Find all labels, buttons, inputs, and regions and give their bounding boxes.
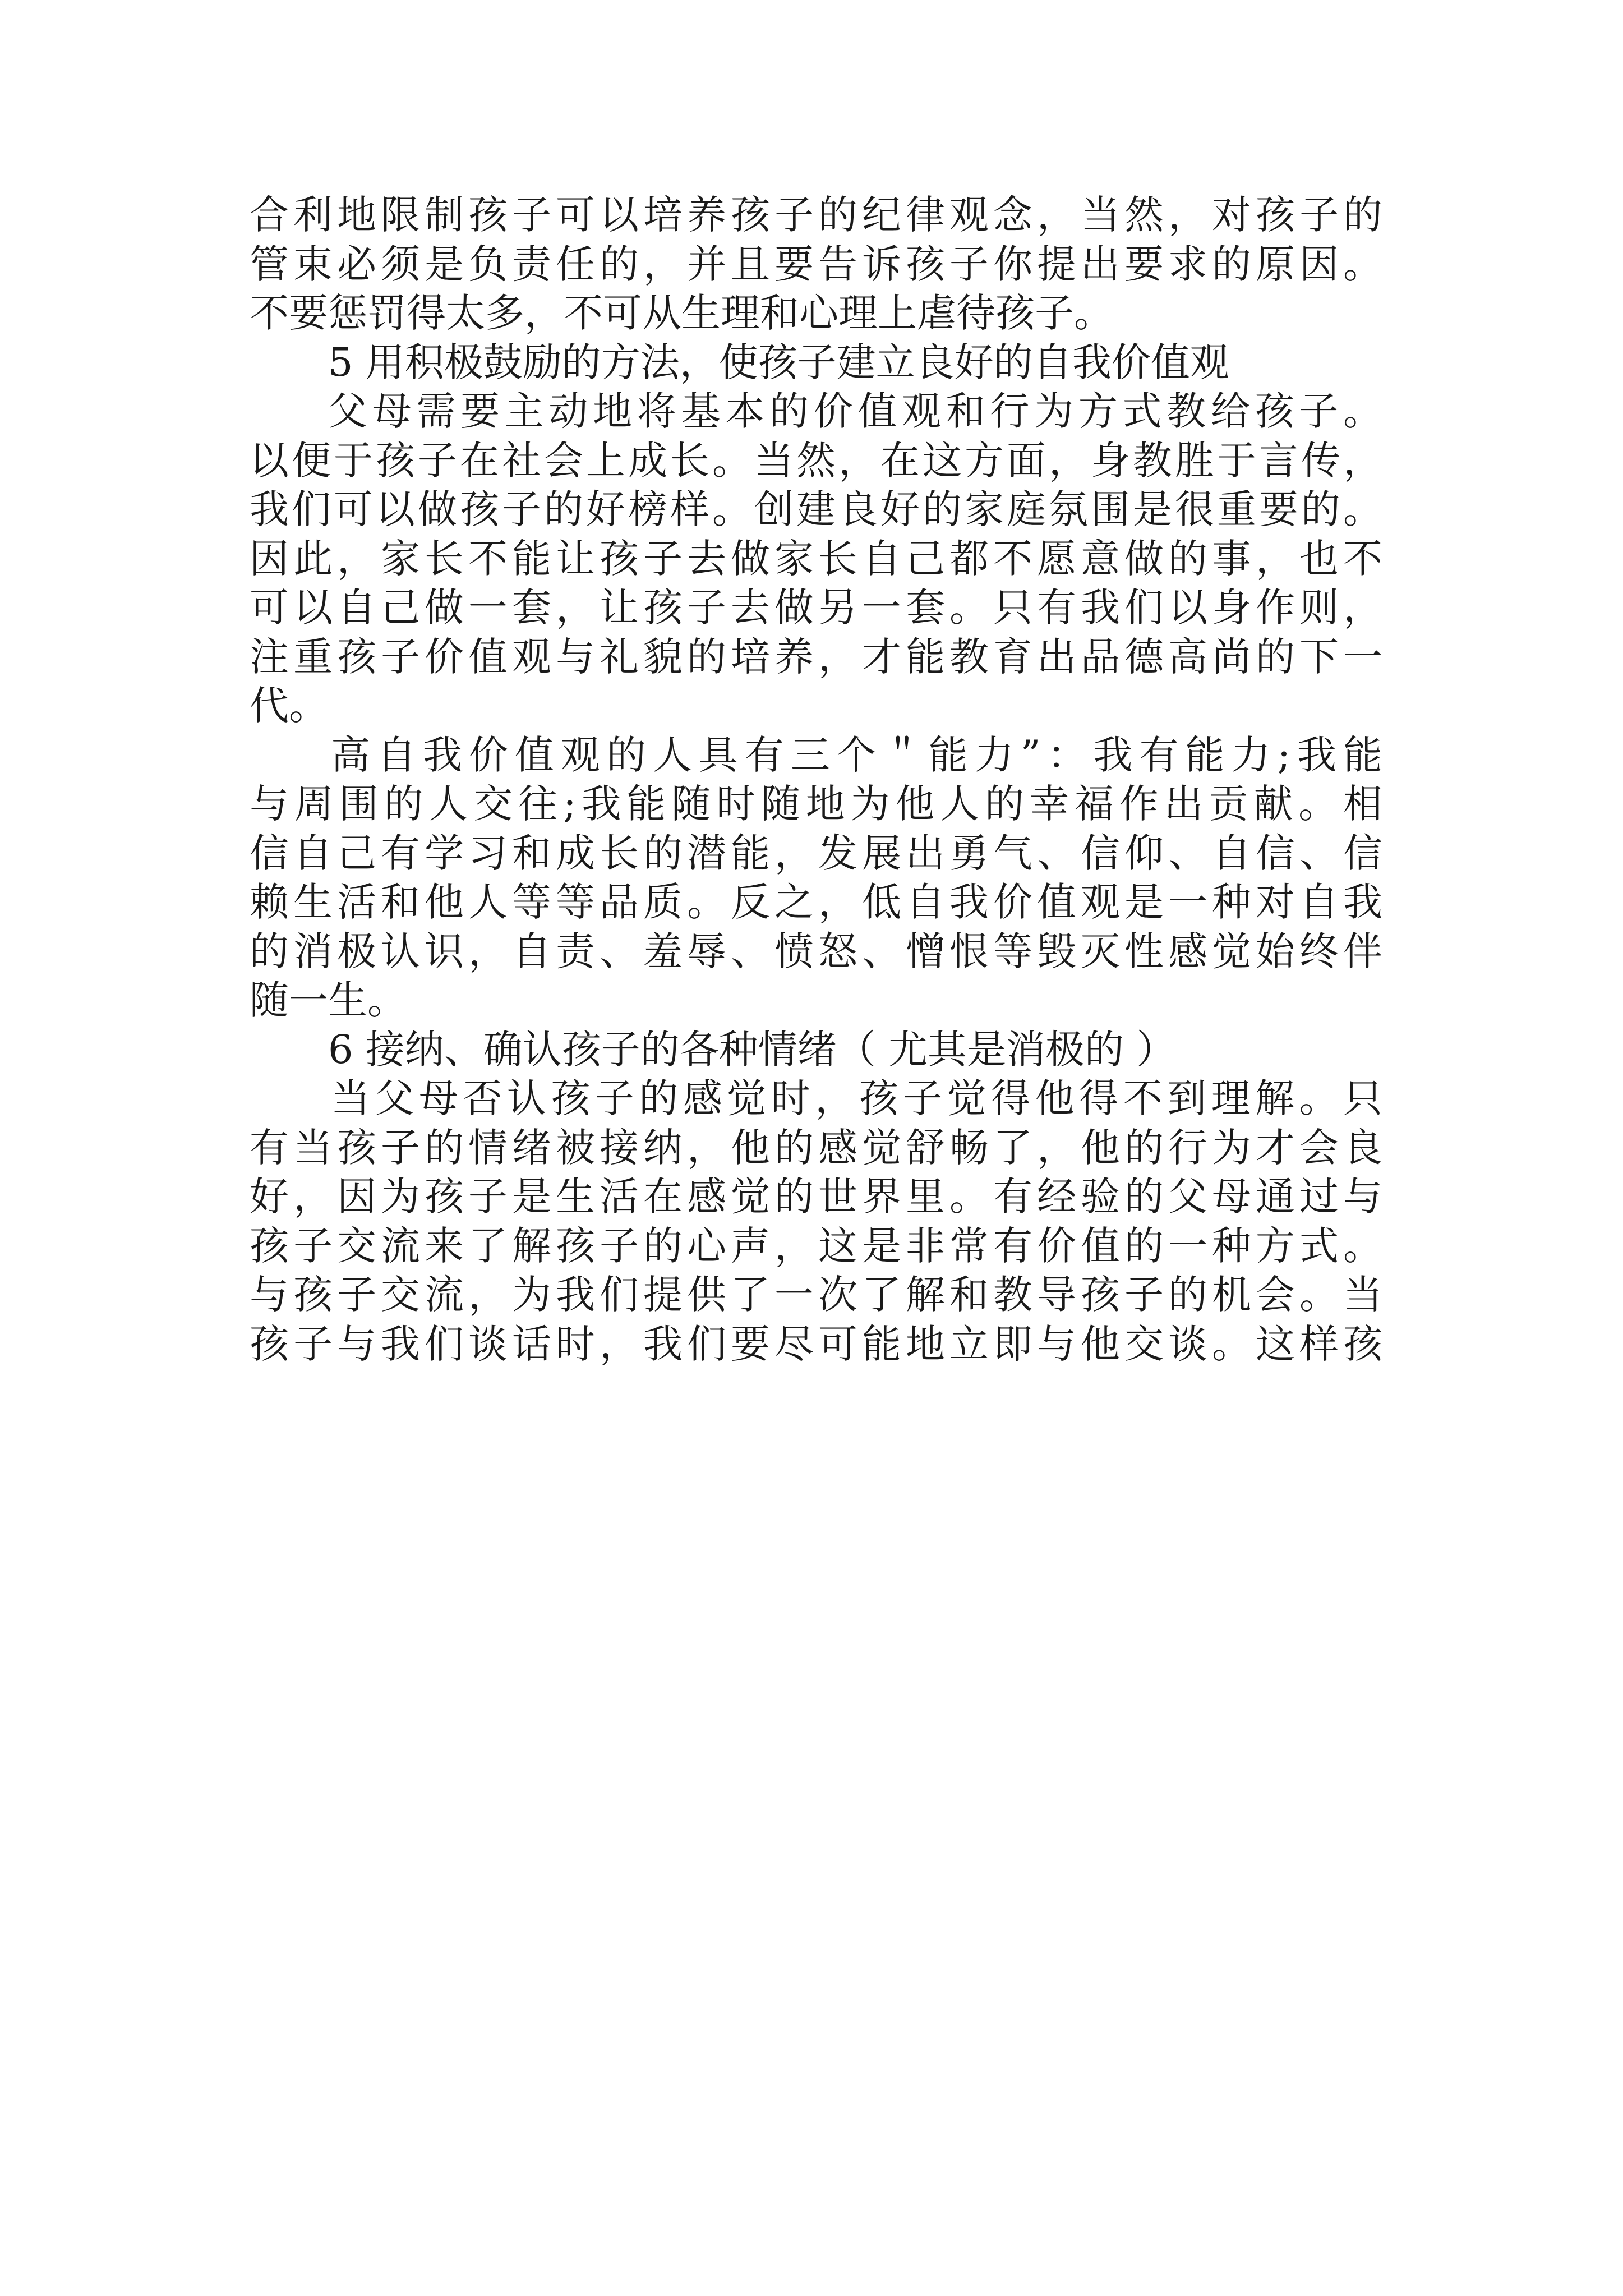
text-line: 我们可以做孩子的好榜样。创建良好的家庭氛围是很重要的。 [250,486,1382,532]
text-line: 可以自己做一套，让孩子去做另一套。只有我们以身作则， [250,585,1382,631]
text-line: 不要惩罚得太多，不可从生理和心理上虐待孩子。 [250,290,1113,336]
text-line: 因此，家长不能让孩子去做家长自己都不愿意做的事，也不 [250,535,1382,582]
text-line: 注重孩子价值观与礼貌的培养，才能教育出品德高尚的下一 [250,633,1382,680]
text-line: 当父母否认孩子的感觉时，孩子觉得他得不到理解。只 [331,1075,1382,1121]
section-heading: 6 接纳、确认孩子的各种情绪（ 尤其是消极的 ） [328,1026,1176,1073]
text-line: 好，因为孩子是生活在感觉的世界里。有经验的父母通过与 [250,1174,1382,1220]
text-line: 信自己有学习和成长的潜能，发展出勇气、信仰、自信、信 [250,830,1382,876]
text-line: 随一生。 [250,977,407,1023]
text-line: 父母需要主动地将基本的价值观和行为方式教给孩子。 [328,388,1382,434]
text-line: 管束必须是负责任的，并且要告诉孩子你提出要求的原因。 [250,241,1382,287]
text-line: 代。 [250,683,328,729]
text-line: 孩子交流来了解孩子的心声，这是非常有价值的一种方式。 [250,1222,1382,1269]
text-line: 赖生活和他人等等品质。反之，低自我价值观是一种对自我 [250,879,1382,925]
text-line: 与周围的人交往;我能随时随地为他人的幸福作出贡献。相 [250,781,1382,827]
text-line: 与孩子交流，为我们提供了一次了解和教导孩子的机会。当 [250,1272,1382,1318]
text-line: 的消极认识，自责、羞辱、愤怒、憎恨等毁灭性感觉始终伴 [250,928,1382,974]
body-text [250,191,1382,1369]
section-heading: 5 用积极鼓励的方法，使孩子建立良好的自我价值观 [328,339,1229,385]
text-line: 合利地限制孩子可以培养孩子的纪律观念，当然，对孩子的 [250,192,1382,238]
text-line: 高自我价值观的人具有三个＂能力”：我有能力;我能 [331,731,1382,778]
text-line: 有当孩子的情绪被接纳，他的感觉舒畅了，他的行为才会良 [250,1124,1382,1171]
text-line: 孩子与我们谈话时，我们要尽可能地立即与他交谈。这样孩 [250,1320,1382,1367]
text-line: 以便于孩子在社会上成长。当然，在这方面，身教胜于言传， [250,437,1382,484]
